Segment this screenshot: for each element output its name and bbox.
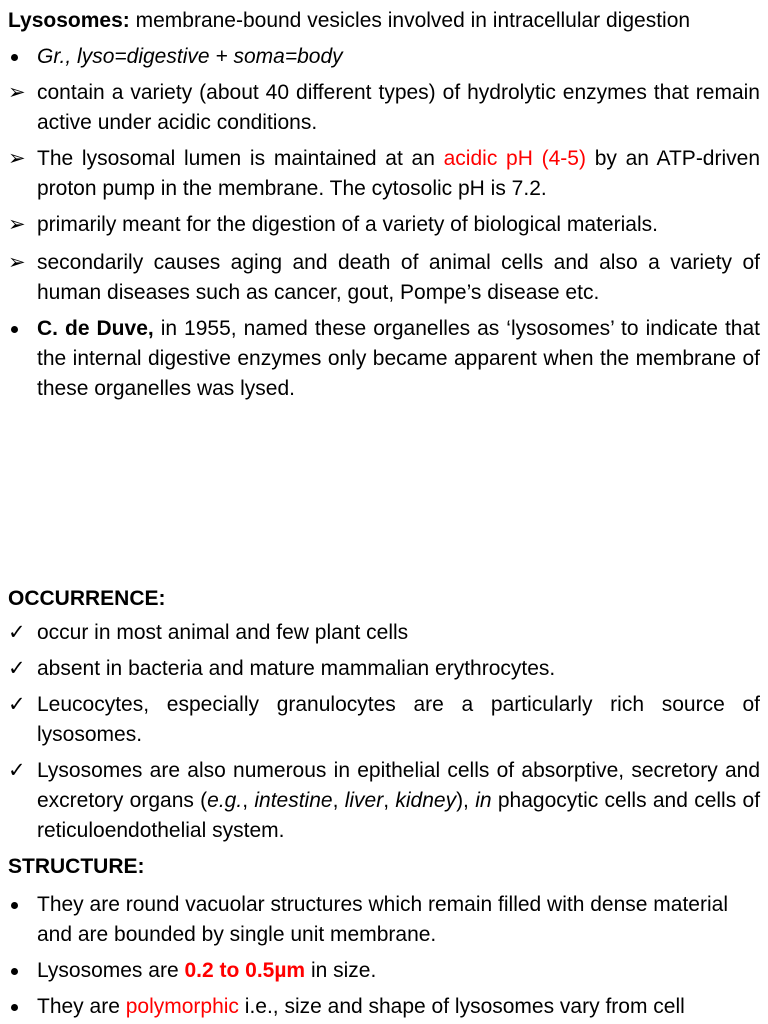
arrow-bullet-icon: ➢ [8,147,26,170]
structure-text: They are round vacuolar structures which remain filled with dense material and are bounded by single unit membrane. [37,893,728,946]
separator: ), [456,789,476,812]
occurrence-heading: OCCURRENCE: [8,587,166,610]
lumen-text [37,144,760,204]
size-text-start: Lysosomes are [37,959,185,982]
etymology-item [8,42,760,72]
bullet-icon [11,902,18,909]
aging-text: secondarily causes aging and death of animal cells and also a variety of human diseases such as cancer, gout, Pompe’s disease etc. [37,251,760,304]
liver-text: liver [344,789,384,812]
epithelial-text-end: phagocytic cells and cells of reticuloendothelial system. [37,789,761,842]
lysosomes-term: Lysosomes: [8,9,130,32]
enzymes-text: contain a variety (about 40 different types) of hydrolytic enzymes that remain active under acidic conditions. [37,81,760,134]
acidic-ph-highlight: acidic pH (4-5) [443,147,586,170]
de-duve-description: in 1955, named these organelles as ‘lysosomes’ to indicate that the internal digestive enzymes only became apparent when the membrane of these organelles was lysed. [37,317,760,400]
de-duve-name: C. de Duve, [37,317,154,340]
list-item [8,690,760,750]
in-text: in [475,789,492,812]
list-item [8,654,760,684]
list-item [8,956,760,986]
occurrence-text: Leucocytes, especially granulocytes are a particularly rich source of lysosomes. [37,693,760,746]
size-highlight: 0.2 to 0.5µm [184,959,306,982]
kidney-text: kidney [395,789,457,812]
list-item [8,314,760,404]
de-duve-text [37,314,760,404]
occurrence-text: absent in bacteria and mature mammalian erythrocytes. [37,657,556,680]
lysosomes-definition: membrane-bound vesicles involved in intracellular digestion [129,9,691,32]
digestion-text: primarily meant for the digestion of a variety of biological materials. [37,213,658,236]
polymorphic-highlight: polymorphic [125,995,239,1018]
list-item [8,248,760,308]
list-item [8,144,760,204]
list-item [8,992,760,1022]
list-item [8,78,760,138]
lumen-text-start: The lysosomal lumen is maintained at an [37,147,444,170]
separator: , [383,789,396,812]
separator: , [332,789,345,812]
intro-line [8,6,760,36]
eg-text: e.g. [207,789,243,812]
polymorphic-text-start: They are [37,995,126,1018]
polymorphic-text-end: i.e., size and shape of lysosomes vary from cell [238,995,685,1018]
size-text-end: in size. [305,959,377,982]
list-item [8,618,760,648]
check-icon: ✓ [8,759,26,782]
bullet-icon [11,968,18,975]
epithelial-text-start: Lysosomes are also numerous in epithelial cells of absorptive, secretory and excretory organs ( [37,759,760,812]
bullet-icon [11,326,18,333]
etymology-text: Gr., lyso=digestive + soma=body [37,45,343,68]
check-icon: ✓ [8,657,26,680]
check-icon: ✓ [8,693,26,716]
arrow-bullet-icon: ➢ [8,251,26,274]
size-text [37,956,760,986]
occurrence-text: occur in most animal and few plant cells [37,621,409,644]
structure-heading: STRUCTURE: [8,855,145,878]
list-item [8,210,760,240]
bullet-icon [11,54,18,61]
lumen-text-end: by an ATP-driven proton pump in the membrane. The cytosolic pH is 7.2. [37,147,761,200]
list-item [8,756,760,846]
check-icon: ✓ [8,621,26,644]
arrow-bullet-icon: ➢ [8,81,26,104]
polymorphic-text [37,992,760,1022]
epithelial-text [37,756,760,846]
arrow-bullet-icon: ➢ [8,213,26,236]
intestine-text: intestine [254,789,333,812]
bullet-icon [11,1004,18,1011]
separator: , [242,789,255,812]
list-item [8,890,760,950]
